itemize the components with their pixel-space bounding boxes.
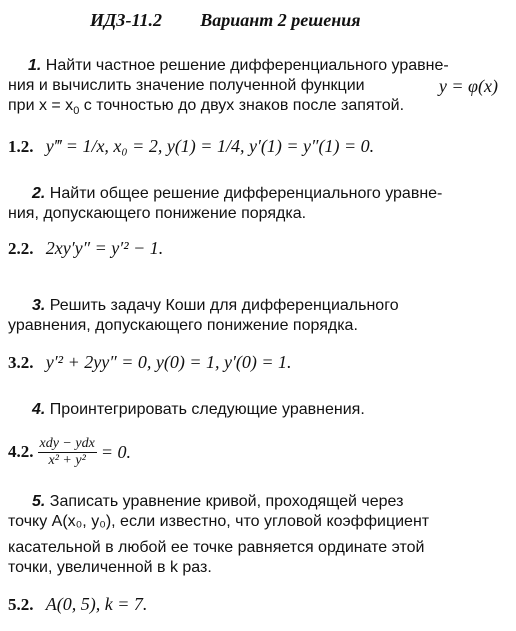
item-4-2-label: 4.2. [8,442,34,461]
problem-3-text-1: Решить задачу Коши для дифференциального [49,297,399,314]
fraction-denominator: x² + y² [48,452,86,468]
problem-5-item [8,594,147,615]
item-4-2-fraction [38,436,97,469]
problem-3-line-1 [32,296,498,316]
item-4-2-tail: = 0. [100,442,131,462]
problem-1-text-1: Найти частное решение дифференциального уравне- [45,57,449,74]
problem-3-number: 3. [32,297,46,314]
problem-1-text-3: при x = x [8,97,74,114]
problem-5-line-3 [8,538,424,558]
problem-5-text-2: точку A(x₀, y₀), если известно, что угловой коэффициент [8,513,430,530]
item-2-2-formula: 2xy′y″ = y′² − 1. [45,238,164,258]
problem-4-item [8,434,131,470]
item-2-2-label: 2.2. [8,239,34,258]
problem-2-line-1 [32,184,498,204]
problem-1-subscript: 0 [73,105,80,118]
item-3-2-formula: y′² + 2yy″ = 0, y(0) = 1, y′(0) = 1. [45,352,292,372]
problem-2-line-2 [8,204,306,224]
problem-4-text-1: Проинтегрировать следующие уравнения. [49,401,365,418]
problem-1-item [8,136,374,157]
problem-5-text-3: касательной в любой ее точке равняется ординате этой [8,539,425,556]
item-3-2-label: 3.2. [8,353,34,372]
header-code: ИДЗ-11.2 [90,10,162,30]
problem-1-text-2: ния и вычислить значение полученной функции [8,77,365,94]
item-1-2-formula: y‴ = 1/x, x₀ = 2, y(1) = 1/4, y′(1) = y″(1) = 0. [45,136,375,156]
item-5-2-formula: A(0, 5), k = 7. [45,594,148,614]
problem-4-line-1 [32,400,365,420]
fraction-numerator: xdy − ydx [39,435,95,451]
problem-1-line-1 [28,56,498,76]
problem-5-line-2 [8,512,429,532]
problem-5-line-1 [32,492,498,512]
problem-2-text-1: Найти общее решение дифференциального уравне- [49,185,443,202]
problem-5-number: 5. [32,493,46,510]
problem-5-text-1: Записать уравнение кривой, проходящей через [49,493,404,510]
problem-1-line-2 [8,76,498,96]
document-header [90,10,360,31]
item-5-2-label: 5.2. [8,595,34,614]
problem-3-item [8,352,292,373]
problem-3-line-2 [8,316,358,336]
problem-1-number: 1. [28,57,42,74]
problem-5-line-4 [8,558,212,578]
problem-1-formula-tail: y = φ(x) [438,76,498,96]
problem-3-text-2: уравнения, допускающего понижение порядка. [8,317,358,334]
problem-4-number: 4. [32,401,46,418]
problem-2-item [8,238,163,259]
problem-1-line-3 [8,96,404,121]
problem-2-number: 2. [32,185,46,202]
problem-5-text-4: точки, увеличенной в k раз. [8,559,212,576]
problem-2-text-2: ния, допускающего понижение порядка. [8,205,307,222]
header-variant: Вариант 2 решения [200,10,361,30]
problem-1-text-4: с точностью до двух знаков после запятой. [79,97,405,114]
item-1-2-label: 1.2. [8,137,34,156]
